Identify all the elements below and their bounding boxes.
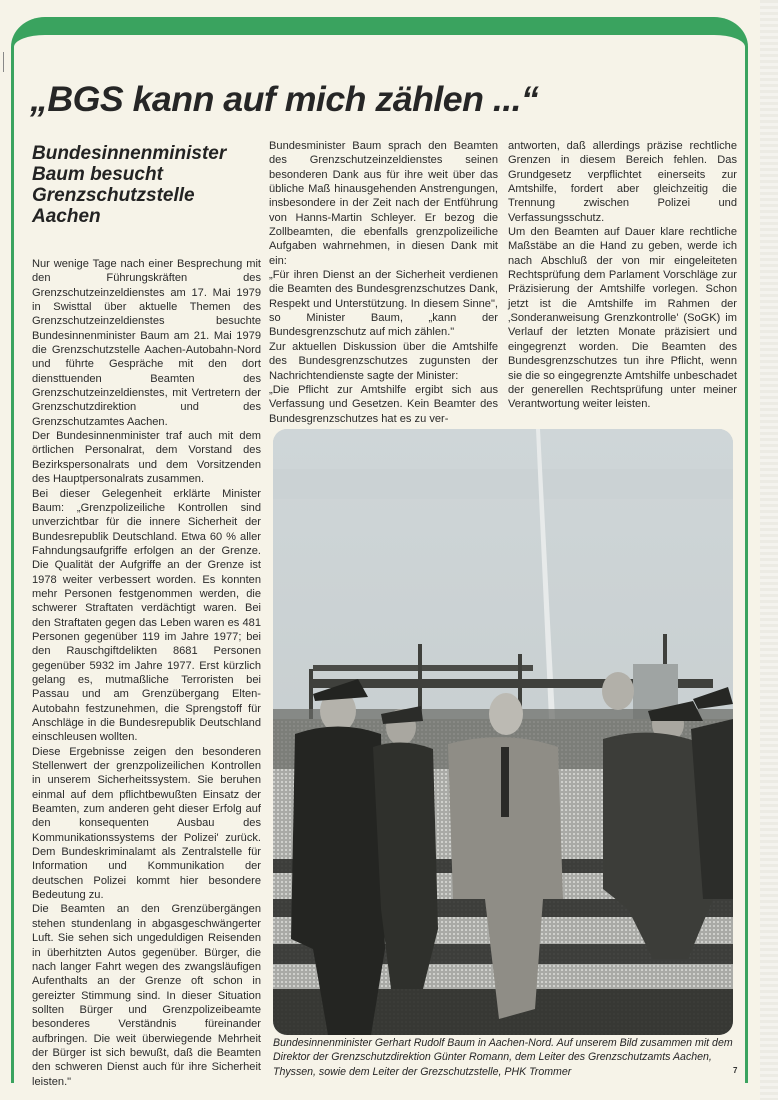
paragraph: Um den Beamten auf Dauer klare rechtliche Maßstäbe an die Hand zu geben, werde ich nach Abschluß der von mir eingeleiteten Rechtsprüfung dem Parlament Vorschläge zur Präzisierung der Amtshilfe vorlegen. Schon jetzt ist die Amtshilfe im Rahmen der ‚Sonderanweisung Grenzkontrolle' (SoGK) im Verlauf der letzten Monate präzisiert und eingegrenzt worden. Die Beamten des Bundesgrenzschutzes tun ihre Pflicht, wenn sie die so eingegrenzte Amtshilfe unbeschadet der generellen Rechtsprüfung unter meiner Verantwortung weiter leisten. bbox=[508, 226, 737, 411]
paragraph: „Für ihren Dienst an der Sicherheit verdienen die Beamten des Bundesgrenzschutzes Dank, Respekt und Unterstützung. In diesem Sinne", so Minister Baum, „kann der Bundesgrenzschutz auf mich zählen." bbox=[269, 269, 498, 339]
paragraph: antworten, daß allerdings präzise rechtliche Grenzen in diesem Bereich fehlen. Das Grundgesetz verpflichtet einerseits zur Amtshilfe, fordert aber gleichzeitig die Trennung zwischen Polizei und Verfassungsschutz. bbox=[508, 140, 737, 224]
article-column-3 bbox=[508, 139, 737, 412]
photo-illustration bbox=[273, 429, 733, 1035]
article-subheadline: Bundesinnenminister Baum besucht Grenzschutzstelle Aachen bbox=[32, 143, 227, 227]
paragraph: Bei dieser Gelegenheit erklärte Minister Baum: „Grenzpolizeiliche Kontrollen sind unverzichtbar für die innere Sicherheit der Bundesrepublik Deutschland. Etwa 60 % aller Fahndungsaufgriffe erfolgen an der Grenze. Die Qualität der Aufgriffe an der Grenze ist 1978 weiter verbessert worden. Es konnten mehr Personen festgenommen werden, die schwerer Straftaten verdächtigt waren. Bei den Straftaten gegen das Leben waren es 481 Personen gegenüber 119 im Jahre 1977; bei den Rauschgiftdelikten 8681 Personen gegenüber 5932 im Jahre 1977. Erst kürzlich gelang es, mutmaßliche Terroristen bei Passau und am Grenzübergang Elten-Autobahn festzunehmen, die Sprengstoff für Anschläge in die Bundesrepublik Deutschland einschleusen wollten. bbox=[32, 487, 261, 744]
paragraph: „Die Pflicht zur Amtshilfe ergibt sich aus Verfassung und Gesetzen. Kein Beamter des Bundesgrenzschutzes hat es zu ver- bbox=[269, 383, 498, 425]
page-number: 7 bbox=[733, 1066, 738, 1075]
article-column-1 bbox=[32, 257, 261, 1089]
article-photo bbox=[273, 429, 733, 1035]
article-headline: „BGS kann auf mich zählen ...“ bbox=[30, 80, 539, 119]
photo-caption: Bundesinnenminister Gerhart Rudolf Baum in Aachen-Nord. Auf unserem Bild zusammen mit dem Direktor der Grenzschutzdirektion Günter Romann, dem Leiter des Grenzschutzamts Aachen, Thyssen, sowie dem Leiter der Grezschutzstelle, PHK Trommer bbox=[273, 1037, 733, 1078]
paragraph: Die Beamten an den Grenzübergängen stehen stundenlang in abgasgeschwängerter Luft. Sie sehen sich ungeduldigen Reisenden in überhitzten Autos gegenüber. Bürger, die nach langer Fahrt wegen des zwangsläufigen Aufenthalts an der Grenze oft schon in gereizter Stimmung sind. In dieser Situation sollten Bürger und Grenzpolizeibeamte besonderes Verständnis füreinander aufbringen. Die weit überwiegende Mehrheit der Bürger ist sich bewußt, daß die Beamten den schweren Dienst auch für ihre Sicherheit leisten." bbox=[32, 903, 261, 1088]
page-edge-scan bbox=[760, 0, 778, 1100]
paragraph: Zur aktuellen Diskussion über die Amtshilfe des Bundesgrenzschutzes zugunsten der Nachrichtendienste sagte der Minister: bbox=[269, 340, 498, 382]
paragraph: Diese Ergebnisse zeigen den besonderen Stellenwert der grenzpolizeilichen Kontrollen in unserem Sicherheitssystem. Sie beruhen einmal auf dem pflichtbewußten Einsatz der Beamten, zum anderen geht dieser Erfolg auf den konsequenten Ausbau des Kommunikationssystems der Polizei' zurück. Dem Bundeskriminalamt als Zentralstelle für Information und Kommunikation der deutschen Polizei kommt hier besondere Bedeutung zu. bbox=[32, 745, 261, 902]
margin-mark bbox=[3, 52, 4, 72]
article-column-2 bbox=[269, 139, 498, 426]
paragraph: Bundesminister Baum sprach den Beamten des Grenzschutzeinzeldienstes seinen besonderen Dank aus für ihre weit über das übliche Maß hinausgehenden Anstrengungen, insbesondere in der Zeit nach der Entführung von Hanns-Martin Schleyer. Er bezog die Zollbeamten, die ebenfalls grenzpolizeiliche Aufgaben wahrnehmen, in diesen Dank mit ein: bbox=[269, 140, 498, 267]
paragraph: Nur wenige Tage nach einer Besprechung mit den Führungskräften des Grenzschutzeinzeldienstes am 17. Mai 1979 in Swisttal über aktuelle Themen des Grenzschutzeinzeldienstes besuchte Bundesinnenminister Baum am 21. Mai 1979 die Grenzschutzstelle Aachen-Autobahn-Nord und führte Gespräche mit den dort diensttuenden Beamten des Grenzschutzeinzeldienstes, mit Vertretern der Grenzschutzdirektion und des Grenzschutzamtes Aachen. bbox=[32, 258, 261, 428]
paragraph: Der Bundesinnenminister traf auch mit dem örtlichen Personalrat, dem Vorstand des Bezirkspersonalrats und dem Vorsitzenden des Hauptpersonalrats zusammen. bbox=[32, 430, 261, 486]
